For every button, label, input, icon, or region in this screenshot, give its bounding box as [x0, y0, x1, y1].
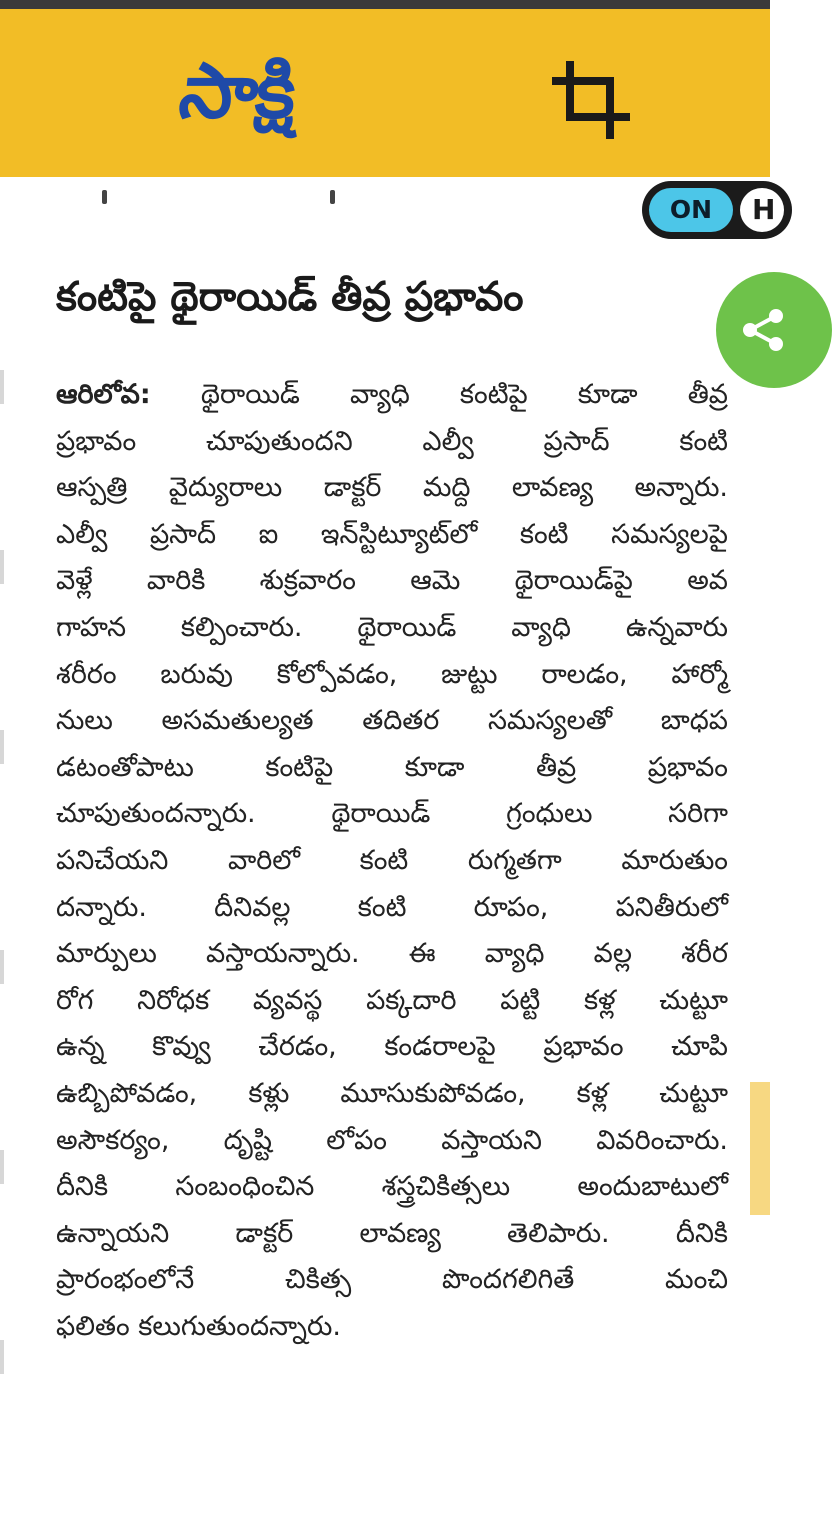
left-edge-ticks: [0, 250, 6, 1500]
share-icon: [738, 306, 786, 354]
article-line: ఉన్నాయని డాక్టర్ లావణ్య తెలిపారు. దీనికి: [56, 1217, 728, 1249]
on-toggle-next: H: [740, 188, 784, 232]
previous-line-fragment: [80, 190, 380, 214]
on-toggle-label: ON: [649, 188, 733, 232]
article-line: ప్రభావం చూపుతుందని ఎల్వీ ప్రసాద్ కంటి: [56, 425, 728, 457]
article-line: ఎల్వీ ప్రసాద్ ఐ ఇన్‌స్టిట్యూట్‌లో కంటి సమస్యలపై: [56, 518, 728, 550]
status-bar: [0, 0, 770, 9]
article-line: డటంతోపాటు కంటిపై కూడా తీవ్ర ప్రభావం: [56, 751, 728, 783]
article-line: ఫలితం కలుగుతుందన్నారు.: [56, 1310, 341, 1342]
app-header: [0, 9, 770, 177]
article-headline: కంటిపై థైరాయిడ్ తీవ్ర ప్రభావం: [56, 274, 524, 320]
article-line: పనిచేయని వారిలో కంటి రుగ్మతగా మారుతుం: [56, 844, 728, 876]
article-line: దీనికి సంబంధించిన శస్త్రచికిత్సలు అందుబాటులో: [56, 1171, 728, 1203]
on-toggle[interactable]: [642, 181, 792, 239]
article-line: వెళ్లే వారికి శుక్రవారం ఆమె థైరాయిడ్‌పై అవ: [56, 565, 728, 597]
article-line: ఆరిలోవ: థైరాయిడ్ వ్యాధి కంటిపై కూడా తీవ్ర: [56, 379, 728, 410]
article-line: నులు అసమతుల్యత తదితర సమస్యలతో బాధప: [56, 705, 728, 737]
article-line: ఉబ్బిపోవడం, కళ్లు మూసుకుపోవడం, కళ్ల చుట్టూ: [56, 1077, 728, 1109]
article-dateline: ఆరిలోవ:: [56, 379, 151, 410]
article-body: [56, 372, 728, 1350]
article-line: రోగ నిరోధక వ్యవస్థ పక్కదారి పట్టి కళ్ల చుట్టూ: [56, 984, 728, 1016]
scroll-marker[interactable]: [750, 1082, 770, 1215]
article-line: అసౌకర్యం, దృష్టి లోపం వస్తాయని వివరించారు.: [56, 1124, 728, 1156]
article-line: ప్రారంభంలోనే చికిత్స పొందగలిగితే మంచి: [56, 1264, 728, 1296]
article-line: శరీరం బరువు కోల్పోవడం, జుట్టు రాలడం, హార్మో: [56, 658, 728, 690]
article-line: ఆస్పత్రి వైద్యురాలు డాక్టర్ మద్ది లావణ్య అన్నారు.: [56, 472, 728, 504]
article-line: మార్పులు వస్తాయన్నారు. ఈ వ్యాధి వల్ల శరీర: [56, 938, 728, 970]
article-line: గాహన కల్పించారు. థైరాయిడ్ వ్యాధి ఉన్నవారు: [56, 611, 728, 643]
crop-button[interactable]: [548, 57, 634, 143]
crop-icon: [548, 57, 634, 143]
article-line: ఉన్న కొవ్వు చేరడం, కండరాలపై ప్రభావం చూపి: [56, 1031, 728, 1063]
sakshi-logo[interactable]: సాక్షి: [175, 46, 299, 135]
article-line: దన్నారు. దీనివల్ల కంటి రూపం, పనితీరులో: [56, 891, 728, 923]
article-line: చూపుతుందన్నారు. థైరాయిడ్ గ్రంధులు సరిగా: [56, 798, 728, 830]
